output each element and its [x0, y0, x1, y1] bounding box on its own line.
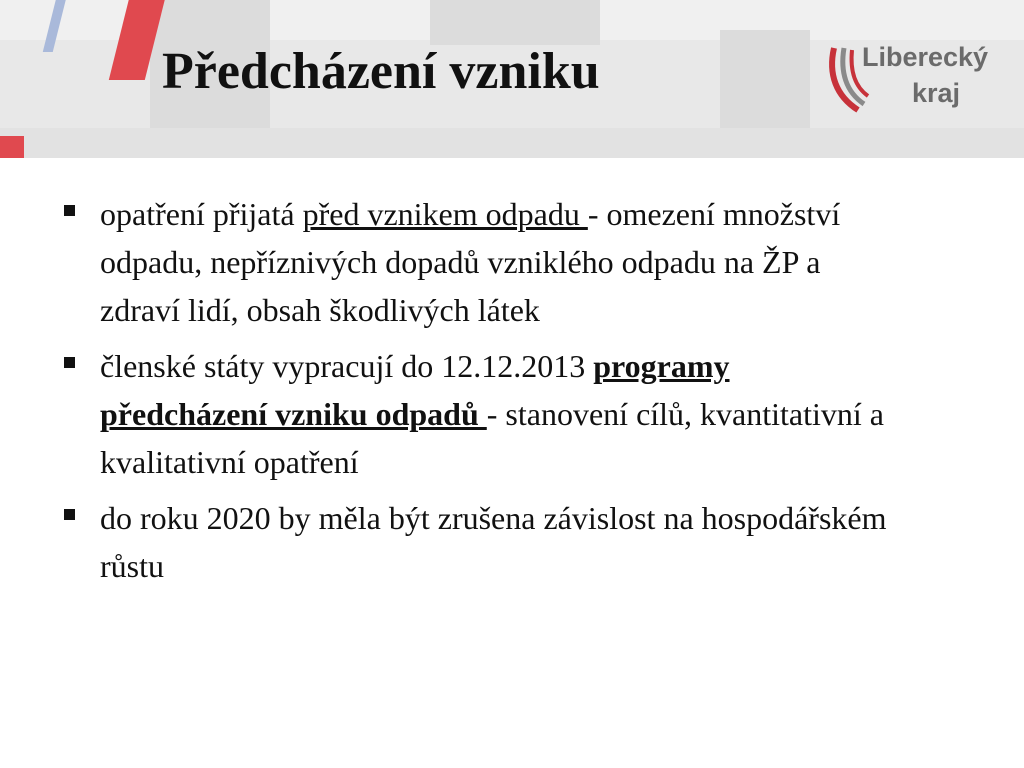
bullet-text-underlined: před vznikem odpadu — [302, 196, 588, 232]
bullet-text: - omezení množství odpadu, nepříznivých dopadů vzniklého odpadu na ŽP a zdraví lidí, obsah škodlivých látek — [100, 196, 841, 328]
red-corner-mark — [0, 136, 24, 158]
bullet-text: členské státy vypracují do 12.12.2013 — [100, 348, 594, 384]
bullet-text-bold-underlined: programy předcházení vzniku odpadů — [100, 348, 730, 432]
header-block — [720, 30, 810, 140]
square-bullet-icon — [64, 205, 75, 216]
header-bottom-band — [0, 128, 1024, 158]
logo-text-line1: Liberecký — [862, 42, 989, 72]
square-bullet-icon — [64, 509, 75, 520]
bullet-text: do roku 2020 by měla být zrušena závislost na hospodářském růstu — [100, 500, 887, 584]
bullet-item — [64, 494, 904, 590]
header-block — [430, 0, 600, 45]
slide-title: Předcházení vzniku — [162, 43, 600, 100]
square-bullet-icon — [64, 357, 75, 368]
bullet-text: opatření přijatá — [100, 196, 303, 232]
logo-text-line2: kraj — [912, 78, 961, 108]
bullet-item — [64, 342, 904, 486]
bullet-item — [64, 190, 904, 334]
bullet-text: - stanovení cílů, kvantitativní a kvalitativní opatření — [100, 396, 884, 480]
bullet-list — [64, 190, 904, 598]
